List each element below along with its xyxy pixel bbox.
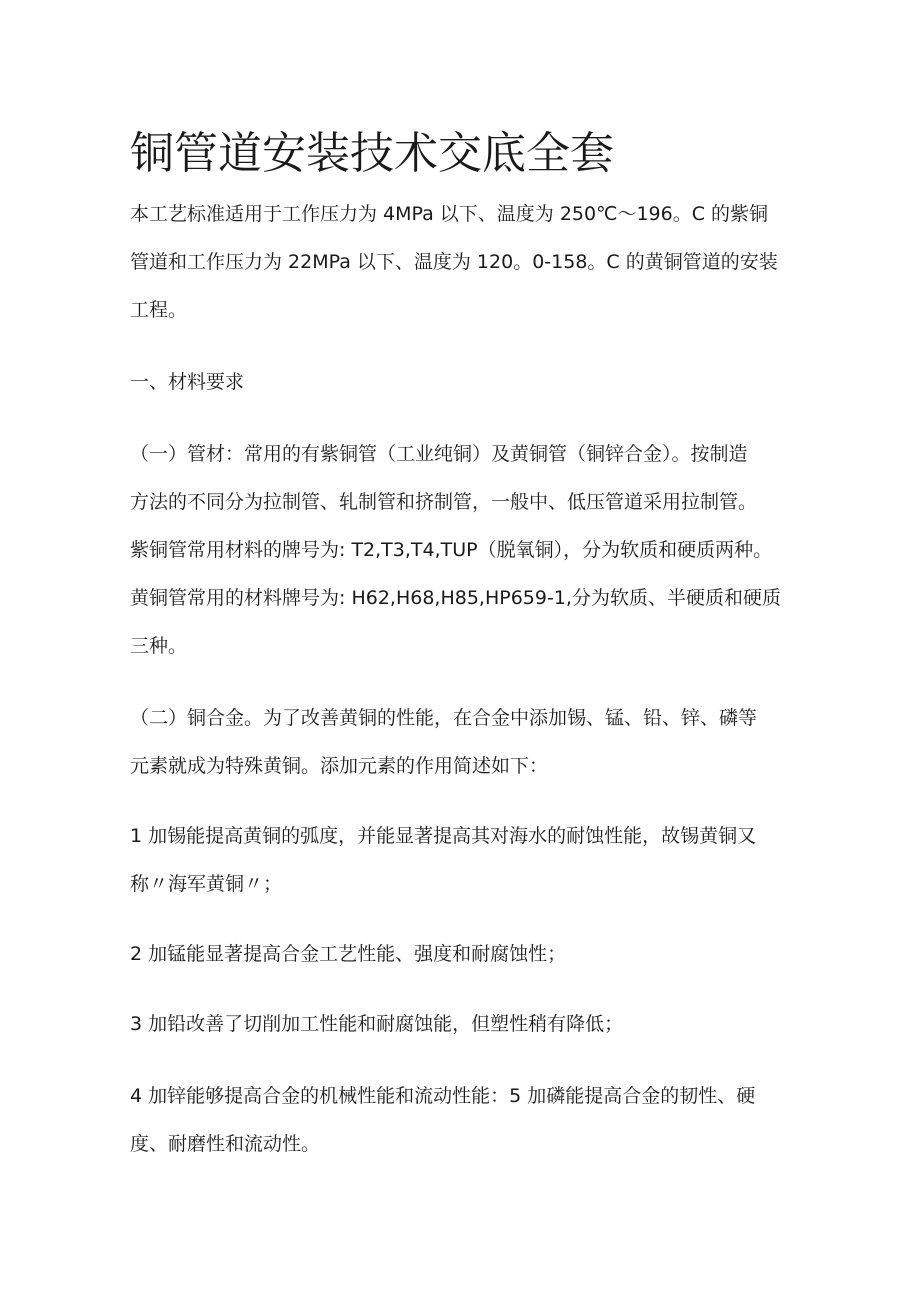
document-title: 铜管道安装技术交底全套: [130, 128, 614, 179]
text-line: 4 加锌能够提高合金的机械性能和流动性能：5 加磷能提高合金的韧性、硬: [130, 1085, 756, 1107]
text-line: 管道和工作压力为 22MPa 以下、温度为 120。0-158。C 的黄铜管道的安装: [130, 251, 778, 273]
section-heading-materials: [130, 358, 794, 406]
item-tin-paragraph: [130, 812, 794, 908]
copper-alloy-paragraph: [130, 694, 794, 790]
text-line: 紫铜管常用材料的牌号为: T2,T3,T4,TUP（脱氧铜），分为软质和硬质两种。: [130, 539, 773, 561]
text-line: 本工艺标准适用于工作压力为 4MPa 以下、温度为 250℃～196。C 的紫铜: [130, 203, 769, 225]
text-line: （二）铜合金。为了改善黄铜的性能，在合金中添加锡、锰、铅、锌、磷等: [130, 707, 758, 729]
text-line: 2 加锰能显著提高合金工艺性能、强度和耐腐蚀性；: [130, 943, 567, 965]
item-manganese-paragraph: [130, 930, 794, 978]
text-line: （一）管材：常用的有紫铜管（工业纯铜）及黄铜管（铜锌合金）。按制造: [130, 443, 748, 465]
pipe-material-paragraph: [130, 430, 794, 670]
text-line: 方法的不同分为拉制管、轧制管和挤制管，一般中、低压管道采用拉制管。: [130, 491, 758, 513]
item-zinc-phosphorus-paragraph: [130, 1072, 794, 1168]
item-lead-paragraph: [130, 1000, 794, 1048]
section-heading-text: 一、材料要求: [130, 371, 245, 393]
text-line: 度、耐磨性和流动性。: [130, 1133, 321, 1155]
text-line: 黄铜管常用的材料牌号为: H62,H68,H85,HP659-1,分为软质、半硬质和硬质: [130, 587, 781, 609]
text-line: 元素就成为特殊黄铜。添加元素的作用简述如下：: [130, 755, 549, 777]
text-line: 三种。: [130, 635, 188, 657]
intro-paragraph: [130, 190, 794, 334]
text-line: 3 加铅改善了切削加工性能和耐腐蚀能，但塑性稍有降低；: [130, 1013, 624, 1035]
text-line: 工程。: [130, 299, 188, 321]
text-line: 1 加锡能提高黄铜的弧度，并能显著提高其对海水的耐蚀性能，故锡黄铜又: [130, 825, 757, 847]
text-line: 称〃海军黄铜〃；: [130, 873, 283, 895]
